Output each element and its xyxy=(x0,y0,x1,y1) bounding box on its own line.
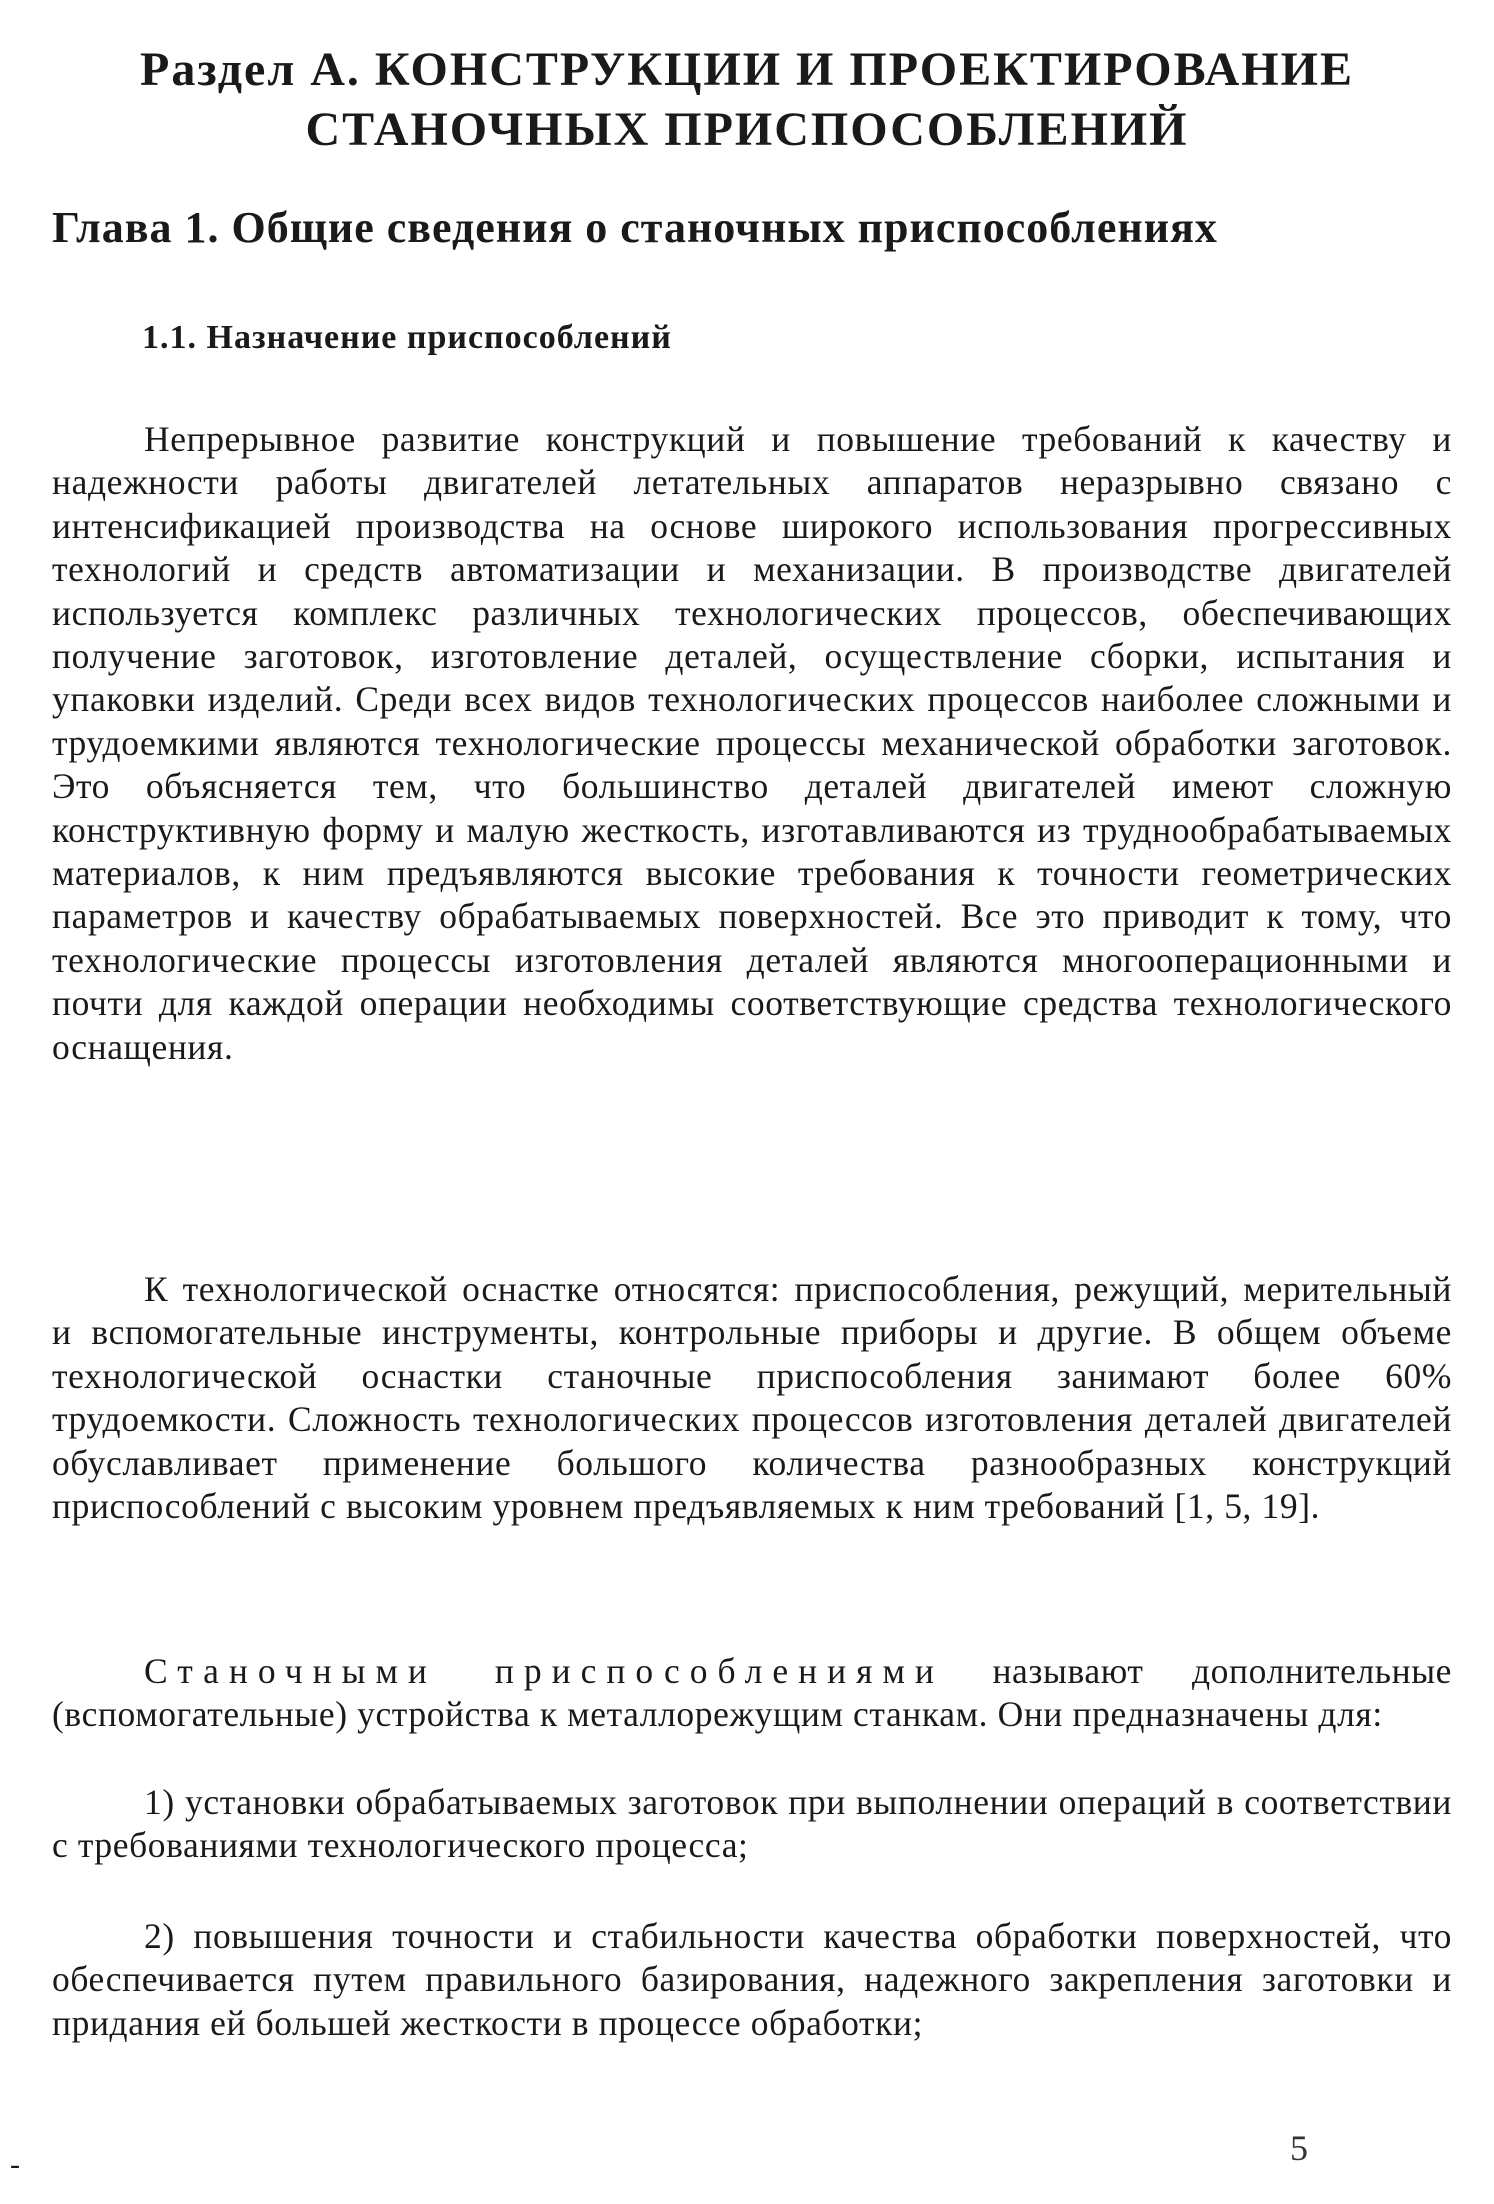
list-item-1: 1) установки обрабатываемых заготовок при выполнении операций в соответствии с требованиями технологического процесса; xyxy=(52,1782,1452,1866)
section-heading xyxy=(60,40,1434,160)
page-number: 5 xyxy=(1290,2128,1308,2168)
subsection-heading: 1.1. Назначение приспособлений xyxy=(142,319,672,356)
footer-mark: - xyxy=(10,2148,20,2181)
defined-term: Станочными приспособлениями xyxy=(144,1651,944,1691)
section-heading-line-2: СТАНОЧНЫХ ПРИСПОСОБЛЕНИЙ xyxy=(305,103,1189,156)
section-heading-line-1: Раздел А. КОНСТРУКЦИИ И ПРОЕКТИРОВАНИЕ xyxy=(140,43,1354,96)
paragraph-3 xyxy=(52,1650,1452,1737)
paragraph-1: Непрерывное развитие конструкций и повышение требований к качеству и надежности работы двигателей летательных аппаратов неразрывно связано с интенсификацией производства на основе широкого использования прогрессивных технологий и средств автоматизации и механизации. В производстве двигателей используется комплекс различных технологических процессов, обеспечивающих получение заготовок, изготовление деталей, осуществление сборки, испытания и упаковки изделий. Среди всех видов технологических процессов наиболее сложными и трудоемкими являются технологические процессы механической обработки заготовок. Это объясняется тем, что большинство деталей двигателей имеют сложную конструктивную форму и малую жесткость, изготавливаются из труднообрабатываемых материалов, к ним предъявляются высокие требования к точности геометрических параметров и качеству обрабатываемых поверхностей. Все это приводит к тому, что технологические процессы изготовления деталей являются многооперационными и почти для каждой операции необходимы соответствующие средства технологического оснащения. xyxy=(52,419,1452,1067)
list-item-2: 2) повышения точности и стабильности качества обработки поверхностей, что обеспечивается путем правильного базирования, надежного закрепления заготовки и придания ей большей жесткости в процессе обработки; xyxy=(52,1916,1452,2043)
paragraph-2: К технологической оснастке относятся: приспособления, режущий, мерительный и вспомогательные инструменты, контрольные приборы и другие. В общем объеме технологической оснастки станочные приспособления занимают более 60% трудоемкости. Сложность технологических процессов изготовления деталей двигателей обуславливает применение большого количества разнообразных конструкций приспособлений с высоким уровнем предъявляемых к ним требований [1, 5, 19]. xyxy=(52,1269,1452,1527)
chapter-heading: Глава 1. Общие сведения о станочных приспособлениях xyxy=(52,203,1218,252)
paragraph-3-text: называют дополнительные (вспомогательные) устройства к металлорежущим станкам. Они предназначены для: xyxy=(52,1651,1452,1735)
